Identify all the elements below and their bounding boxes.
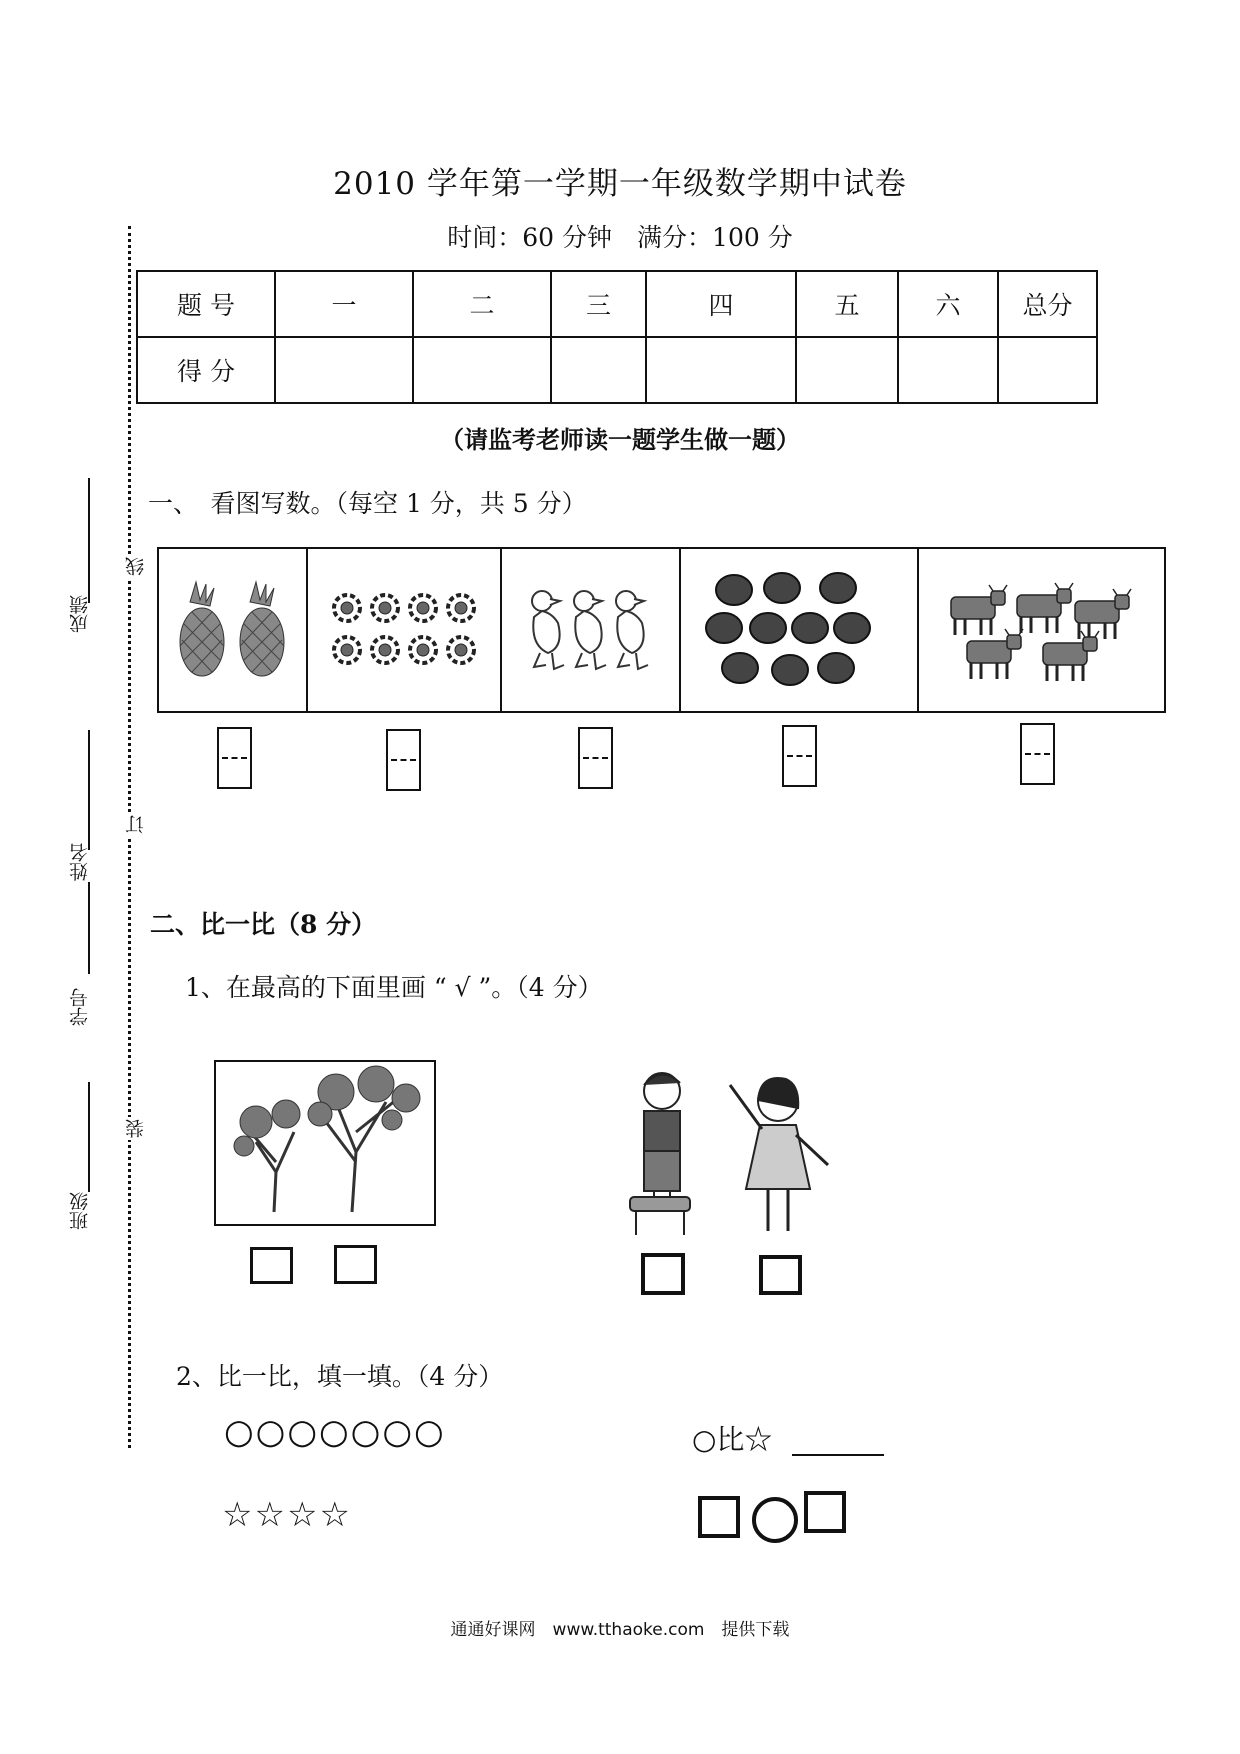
answer-box[interactable] (217, 727, 252, 789)
check-box-boy[interactable] (641, 1253, 685, 1295)
answer-box[interactable] (578, 727, 613, 789)
duck-icon (526, 585, 656, 675)
children-picture (600, 1065, 840, 1245)
comparison-box-right[interactable] (804, 1491, 846, 1533)
picture-cell (919, 549, 1164, 711)
score-cell[interactable] (646, 337, 796, 403)
question-1-text: 1、在最高的下面里画 “ √ ”。（4 分） (185, 973, 603, 1002)
tree-icon (216, 1062, 434, 1224)
binding-dotted-line (128, 226, 131, 1448)
name-label: 姓名 (69, 843, 91, 881)
grade-underline (88, 478, 90, 603)
comparison-answer-line[interactable] (792, 1454, 884, 1456)
table-header-cell: 一 (275, 271, 413, 337)
footer-credit: 通通好课网 www.tthaoke.com 提供下载 (450, 1620, 790, 1640)
cow-icon (947, 575, 1137, 685)
circle-row: ○○○○○○○ (224, 1412, 446, 1452)
score-cell[interactable] (413, 337, 551, 403)
check-box-girl[interactable] (759, 1255, 802, 1295)
binding-mark-line: 线 (122, 555, 149, 578)
comparison-box-left[interactable] (698, 1496, 740, 1538)
table-header-cell: 总分 (998, 271, 1097, 337)
score-cell[interactable] (275, 337, 413, 403)
section1-heading: 一、 看图写数。（每空 1 分，共 5 分） (148, 489, 587, 518)
table-header-cell: 题 号 (137, 271, 275, 337)
student-id-underline (88, 882, 90, 974)
class-label: 班级 (69, 1192, 91, 1230)
comparison-text: ○比☆ (692, 1423, 773, 1456)
question-2-text: 2、比一比，填一填。（4 分） (176, 1362, 504, 1391)
table-header-cell: 四 (646, 271, 796, 337)
proctor-instruction: （请监考老师读一题学生做一题） (440, 425, 800, 454)
answer-box[interactable] (782, 725, 817, 787)
picture-strip (157, 547, 1166, 713)
binding-mark-staple: 订 (122, 813, 149, 836)
score-table (136, 270, 1098, 404)
student-id-label: 学号 (69, 988, 91, 1026)
picture-cell (681, 549, 919, 711)
comparison-circle[interactable] (752, 1497, 798, 1543)
score-row-label: 得 分 (137, 337, 275, 403)
flower-icon (329, 590, 479, 670)
class-underline (88, 1082, 90, 1192)
trees-picture (214, 1060, 436, 1226)
picture-cell (502, 549, 681, 711)
score-cell[interactable] (796, 337, 898, 403)
score-table-score-row (137, 337, 1097, 403)
picture-cell (308, 549, 502, 711)
grade-label: 成绩 (69, 595, 91, 633)
check-box-short-tree[interactable] (250, 1247, 293, 1284)
answer-box[interactable] (386, 729, 421, 791)
star-row: ☆☆☆☆ (222, 1495, 352, 1535)
check-box-tall-tree[interactable] (334, 1245, 377, 1284)
score-cell[interactable] (998, 337, 1097, 403)
picture-cell (159, 549, 308, 711)
name-underline (88, 730, 90, 850)
pineapple-icon (168, 580, 298, 680)
binding-mark-bind: 装 (122, 1117, 149, 1140)
table-header-cell: 六 (898, 271, 998, 337)
exam-title: 2010 学年第一学期一年级数学期中试卷 (333, 166, 907, 202)
table-header-cell: 五 (796, 271, 898, 337)
table-header-cell: 二 (413, 271, 551, 337)
score-table-header-row (137, 271, 1097, 337)
plum-icon (704, 570, 894, 690)
section2-heading: 二、比一比（8 分） (150, 910, 377, 939)
answer-box[interactable] (1020, 723, 1055, 785)
exam-subtitle: 时间：60 分钟 满分：100 分 (447, 223, 793, 252)
score-cell[interactable] (898, 337, 998, 403)
score-cell[interactable] (551, 337, 646, 403)
table-header-cell: 三 (551, 271, 646, 337)
